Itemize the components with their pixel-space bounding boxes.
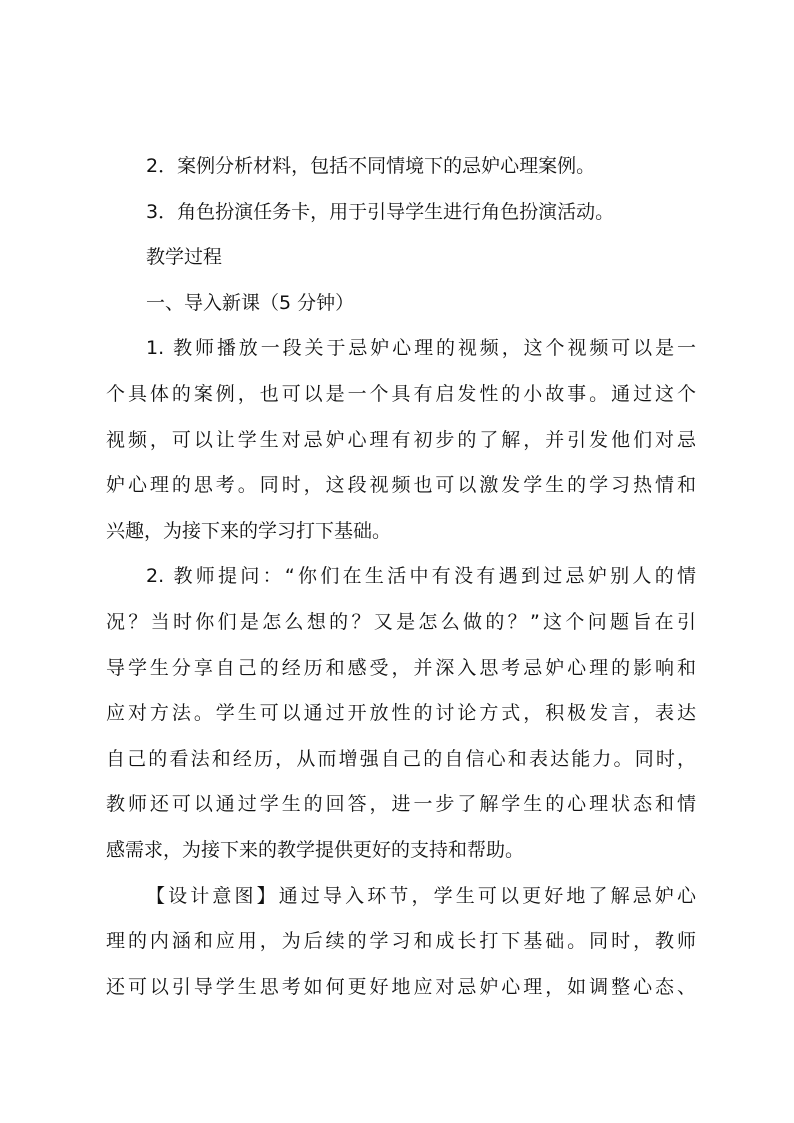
paragraph-1-line-2: 个具体的案例，也可以是一个具有启发性的小故事。通过这个 xyxy=(106,382,696,405)
paragraph-2-line-7: 感需求，为接下来的教学提供更好的支持和帮助。 xyxy=(106,838,525,861)
section-heading-teaching-process: 教学过程 xyxy=(146,246,223,269)
materials-item-3: 3．角色扮演任务卡，用于引导学生进行角色扮演活动。 xyxy=(146,200,615,223)
paragraph-2-line-2: 况？当时你们是怎么想的？又是怎么做的？”这个问题旨在引 xyxy=(106,610,696,633)
design-intent-line-3: 还可以引导学生思考如何更好地应对忌妒心理，如调整心态、 xyxy=(106,975,696,998)
paragraph-1-line-5: 兴趣，为接下来的学习打下基础。 xyxy=(106,519,392,542)
design-intent-line-1: 【设计意图】通过导入环节，学生可以更好地了解忌妒心 xyxy=(146,884,696,907)
paragraph-2-line-4: 应对方法。学生可以通过开放性的讨论方式，积极发言，表达 xyxy=(106,702,696,725)
paragraph-2-line-3: 导学生分享自己的经历和感受，并深入思考忌妒心理的影响和 xyxy=(106,656,696,679)
design-intent-line-2: 理的内涵和应用，为后续的学习和成长打下基础。同时，教师 xyxy=(106,930,696,953)
subsection-heading-introduction: 一、导入新课（5 分钟） xyxy=(146,291,355,314)
paragraph-2-line-1: 2. 教师提问：“你们在生活中有没有遇到过忌妒别人的情 xyxy=(146,565,696,588)
materials-item-2: 2．案例分析材料，包括不同情境下的忌妒心理案例。 xyxy=(146,155,596,177)
paragraph-1-line-1: 1. 教师播放一段关于忌妒心理的视频，这个视频可以是一 xyxy=(146,337,696,360)
paragraph-1-line-3: 视频，可以让学生对忌妒心理有初步的了解，并引发他们对忌 xyxy=(106,428,696,451)
document-body xyxy=(106,144,696,1010)
paragraph-2-line-5: 自己的看法和经历，从而增强自己的自信心和表达能力。同时， xyxy=(106,747,696,770)
paragraph-1-line-4: 妒心理的思考。同时，这段视频也可以激发学生的学习热情和 xyxy=(106,474,696,497)
paragraph-2-line-6: 教师还可以通过学生的回答，进一步了解学生的心理状态和情 xyxy=(106,793,696,816)
